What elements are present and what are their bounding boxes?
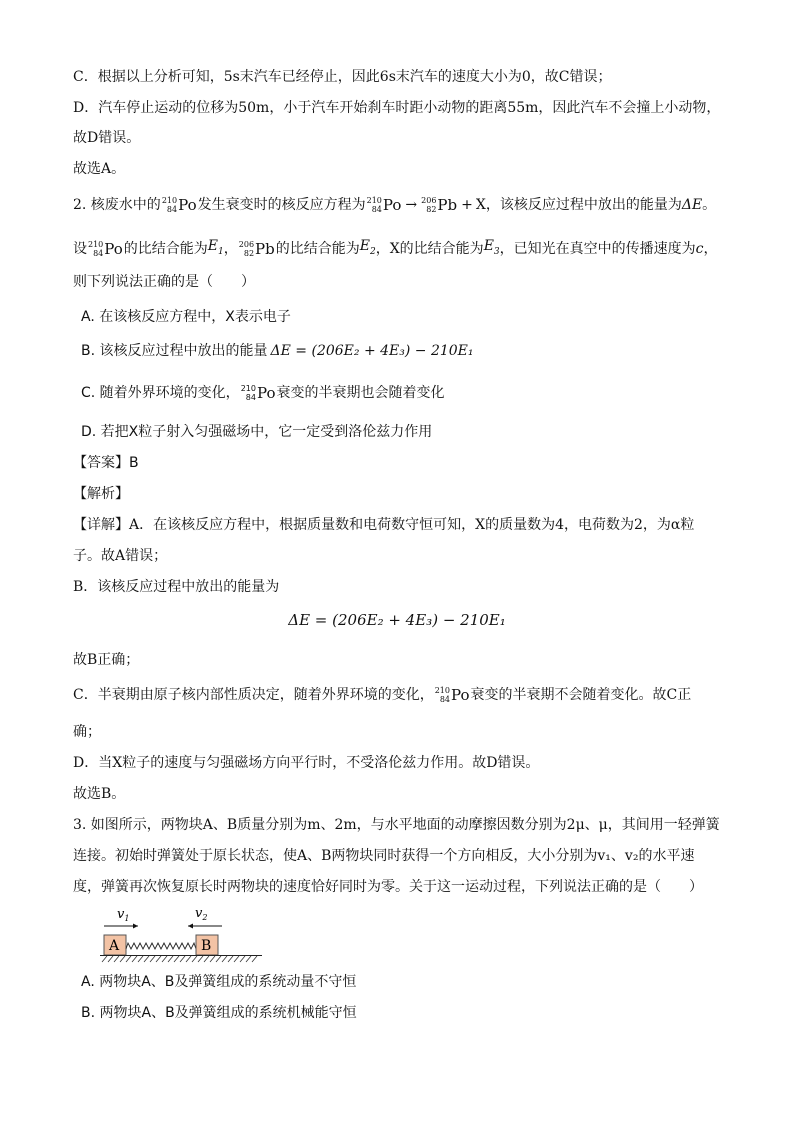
option-b: B. 两物块A、B及弹簧组成的系统机械能守恒 <box>81 1005 357 1021</box>
text-run: 设 <box>73 240 87 257</box>
spring-blocks-figure <box>100 904 262 966</box>
mass-number: 210 <box>88 239 104 249</box>
text-run: 衰变的半衰期不会随着变化。故C正 <box>470 687 692 703</box>
text-line: 确； <box>73 724 101 740</box>
text-run: 衰变的半衰期也会随着变化 <box>276 385 445 401</box>
atomic-number: 82 <box>426 205 437 214</box>
block-a-label: A <box>109 938 120 954</box>
text-run: ，X的比结合能为 <box>375 240 484 257</box>
nuclide-po <box>241 384 276 402</box>
atomic-number: 84 <box>439 695 450 704</box>
symbol-e2: $E_2$ <box>359 238 376 257</box>
nuclide-po <box>367 196 402 214</box>
option-c <box>81 384 444 402</box>
delta-e: ΔE <box>681 197 703 213</box>
text-line: D．当X粒子的速度与匀强磁场方向平行时，不受洛伦兹力作用。故D错误。 <box>73 755 540 771</box>
v2-arrow-icon <box>188 924 193 929</box>
text-line: 3. 如图所示，两物块A、B质量分别为m、2m，与水平地面的动摩擦因数分别为2μ、μ，其间用一轻弹簧 <box>73 817 720 833</box>
element-symbol: Po <box>382 196 402 214</box>
option-a: A. 在该核反应方程中，X表示电子 <box>81 309 291 325</box>
nuclide-pb <box>239 240 275 258</box>
mass-number: 210 <box>161 196 178 205</box>
particle-x: X <box>475 197 486 213</box>
option-a: A. 两物块A、B及弹簧组成的系统动量不守恒 <box>81 974 357 990</box>
text-run: ， <box>223 240 238 257</box>
nuclide-pb <box>421 196 457 214</box>
nuclide-po <box>88 240 123 258</box>
answer-label: 【答案】B <box>73 455 139 471</box>
text-run: ， <box>703 240 718 257</box>
text-line: 【详解】A．在该核反应方程中，根据质量数和电荷数守恒可知，X的质量数为4，电荷数为2，为α粒 <box>73 517 695 533</box>
text-line: C．根据以上分析可知，5s末汽车已经停止，因此6s末汽车的速度大小为0，故C错误； <box>73 69 612 85</box>
atomic-number: 82 <box>243 248 255 258</box>
analysis-label: 【解析】 <box>73 486 129 502</box>
text-run: 发生衰变时的核反应方程为 <box>197 197 366 213</box>
text-line: 故B正确； <box>73 652 140 668</box>
question-2-stem-line2 <box>73 237 718 261</box>
text-run: C. 随着外界环境的变化， <box>81 385 240 401</box>
formula-display: ΔE = (206E₂ + 4E₃) − 210E₁ <box>288 611 506 629</box>
question-2-stem <box>73 196 716 214</box>
text-run: ，该核反应过程中放出的能量为 <box>485 197 682 213</box>
atomic-number: 84 <box>166 205 178 214</box>
mass-number: 210 <box>240 384 256 393</box>
text-line: 故选A。 <box>73 161 126 177</box>
spring <box>126 943 196 949</box>
option-d: D. 若把X粒子射入匀强磁场中，它一定受到洛伦兹力作用 <box>81 424 433 440</box>
element-symbol: Po <box>451 686 470 704</box>
text-line: 则下列说法正确的是（ ） <box>73 274 255 290</box>
nuclide-po <box>162 196 197 214</box>
v2-label: $v_2$ <box>195 906 208 922</box>
text-line: 度，弹簧再次恢复原长时两物块的速度恰好同时为零。关于这一运动过程，下列说法正确的是（ ） <box>73 879 703 895</box>
option-b <box>81 342 474 360</box>
text-line: D．汽车停止运动的位移为50m，小于汽车开始刹车时距小动物的距离55m，因此汽车不会撞上小动物， <box>73 100 721 116</box>
plus-symbol: + <box>461 197 473 213</box>
ground-hatch <box>102 956 257 962</box>
text-run: 。 <box>702 197 717 213</box>
arrow-symbol: → <box>405 197 418 213</box>
atomic-number: 84 <box>93 248 104 258</box>
element-symbol: Po <box>104 239 123 258</box>
text-line: 连接。初始时弹簧处于原长状态，使A、B两物块同时获得一个方向相反，大小分别为v₁、v₂的水平速 <box>73 848 695 864</box>
text-run: ，已知光在真空中的传播速度为 <box>499 240 696 257</box>
symbol-e3: $E_3$ <box>483 238 500 257</box>
text-run: C．半衰期由原子核内部性质决定，随着外界环境的变化， <box>73 687 434 703</box>
mass-number: 206 <box>421 196 437 205</box>
text-line <box>73 686 691 704</box>
mass-number: 210 <box>366 196 382 205</box>
element-symbol: Pb <box>437 196 458 214</box>
text-run: 的比结合能为 <box>275 240 360 257</box>
text-run: 的比结合能为 <box>123 240 208 257</box>
atomic-number: 84 <box>371 205 382 214</box>
text-run: B. 该核反应过程中放出的能量 <box>81 343 268 359</box>
v1-arrow-icon <box>133 924 138 929</box>
block-b-label: B <box>201 938 212 954</box>
atomic-number: 84 <box>245 393 256 402</box>
v1-label: $v_1$ <box>117 907 130 923</box>
element-symbol: Po <box>178 196 197 214</box>
text-line: 子。故A错误； <box>73 548 168 564</box>
text-line: 故选B。 <box>73 786 126 802</box>
mass-number: 206 <box>238 239 255 249</box>
element-symbol: Pb <box>255 239 275 258</box>
symbol-e1: $E_1$ <box>207 238 224 257</box>
nuclide-po <box>435 686 470 704</box>
text-line: B．该核反应过程中放出的能量为 <box>73 579 280 595</box>
text-run: 2. 核废水中的 <box>73 197 161 213</box>
symbol-c: c <box>695 240 704 257</box>
mass-number: 210 <box>434 686 450 695</box>
formula-inline: ΔE = (206E₂ + 4E₃) − 210E₁ <box>270 343 474 359</box>
element-symbol: Po <box>256 384 276 402</box>
text-line: 故D错误。 <box>73 130 141 146</box>
